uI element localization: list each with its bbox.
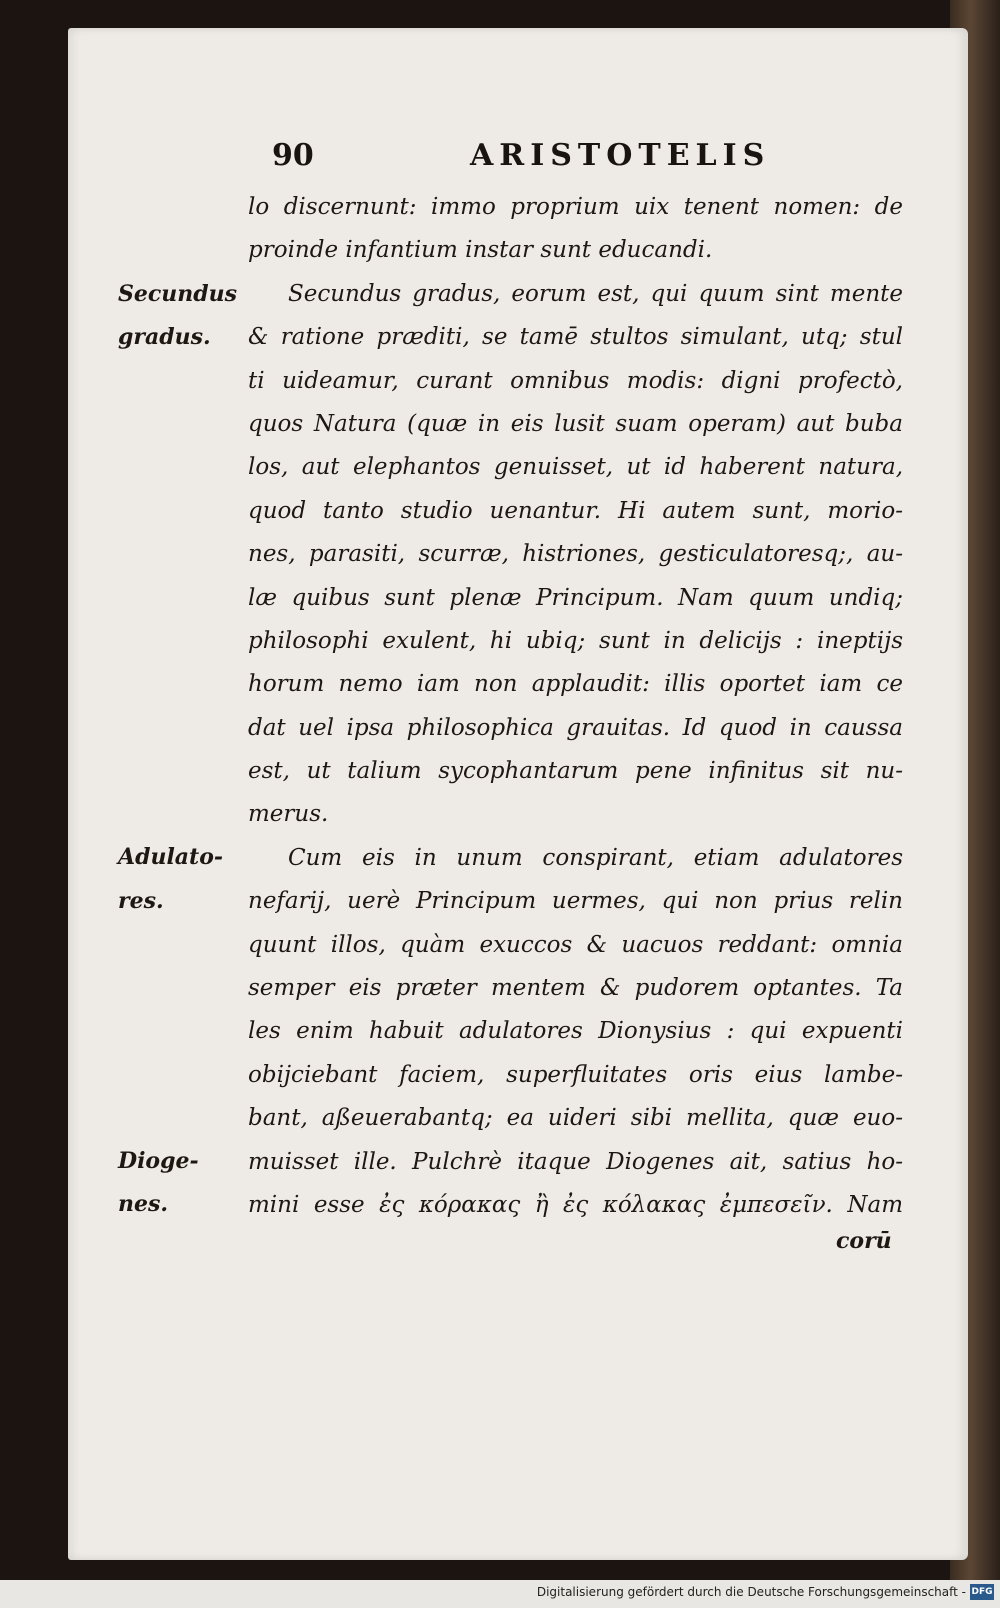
text-line: obijciebant faciem, superfluitates oris eius lambe-	[248, 1061, 903, 1088]
margin-note-line: gradus.	[118, 324, 211, 351]
margin-note-secundus-gradus	[118, 273, 246, 360]
dfg-logo-icon: DFG	[970, 1584, 994, 1600]
margin-note-line: Dioge-	[118, 1147, 199, 1174]
page-header	[0, 138, 1000, 178]
text-line: proinde infantium instar sunt educandi.	[248, 237, 713, 264]
margin-note-line: res.	[118, 887, 164, 914]
margin-note-line: Adulato-	[118, 844, 224, 871]
text-line: Cum eis in unum conspirant, etiam adulatores	[288, 844, 903, 871]
text-line: philosophi exulent, hi ubiq; sunt in delicijs : ineptijs	[248, 627, 903, 654]
text-line: nes, parasiti, scurræ, histriones, gesticulatoresq;, au-	[248, 541, 903, 568]
text-line: Secundus gradus, eorum est, qui quum sint mente	[288, 280, 903, 307]
text-line: nefarij, uerè Principum uermes, qui non prius relin	[248, 888, 903, 915]
margin-note-line: Secundus	[118, 280, 238, 307]
text-line: & ratione præditi, se tamē stultos simulant, utq; stul	[248, 324, 903, 351]
body-text	[248, 186, 903, 1227]
text-line: los, aut elephantos genuisset, ut id haberent natura,	[248, 454, 903, 481]
text-line: merus.	[248, 801, 329, 828]
margin-note-adulatores	[118, 836, 246, 923]
text-line: læ quibus sunt plenæ Principum. Nam quum undiq;	[248, 584, 903, 611]
text-line: mini esse ἐς κόρακας ἢ ἐς κόλακας ἐμπεσεῖν. Nam	[248, 1191, 903, 1218]
page-number: 90	[272, 138, 314, 173]
text-line: quos Natura (quæ in eis lusit suam operam) aut buba	[248, 410, 903, 437]
text-line: ti uideamur, curant omnibus modis: digni profectò,	[248, 367, 903, 394]
text-line: muisset ille. Pulchrè itaque Diogenes ait, satius ho-	[248, 1148, 903, 1175]
funding-credit: Digitalisierung gefördert durch die Deutsche Forschungsgemeinschaft -	[536, 1585, 966, 1599]
text-line: horum nemo iam non applaudit: illis oportet iam ce	[248, 671, 903, 698]
text-line: semper eis præter mentem & pudorem optantes. Ta	[248, 975, 903, 1002]
footer-bar	[0, 1580, 1000, 1608]
margin-note-diogenes	[118, 1140, 246, 1227]
catchword: corū	[836, 1228, 892, 1254]
running-title: ARISTOTELIS	[470, 138, 771, 173]
margin-note-line: nes.	[118, 1191, 169, 1218]
text-line: bant, aßeuerabantq; ea uideri sibi mellita, quæ euo-	[248, 1105, 903, 1132]
text-line: quunt illos, quàm exuccos & uacuos reddant: omnia	[248, 931, 903, 958]
text-line: les enim habuit adulatores Dionysius : qui expuenti	[248, 1018, 903, 1045]
text-line: dat uel ipsa philosophica grauitas. Id quod in caussa	[248, 714, 903, 741]
text-line: est, ut talium sycophantarum pene infinitus sit nu-	[248, 758, 903, 785]
text-line: lo discernunt: immo proprium uix tenent nomen: de	[248, 194, 903, 220]
text-line: quod tanto studio uenantur. Hi autem sunt, morio-	[248, 497, 903, 524]
